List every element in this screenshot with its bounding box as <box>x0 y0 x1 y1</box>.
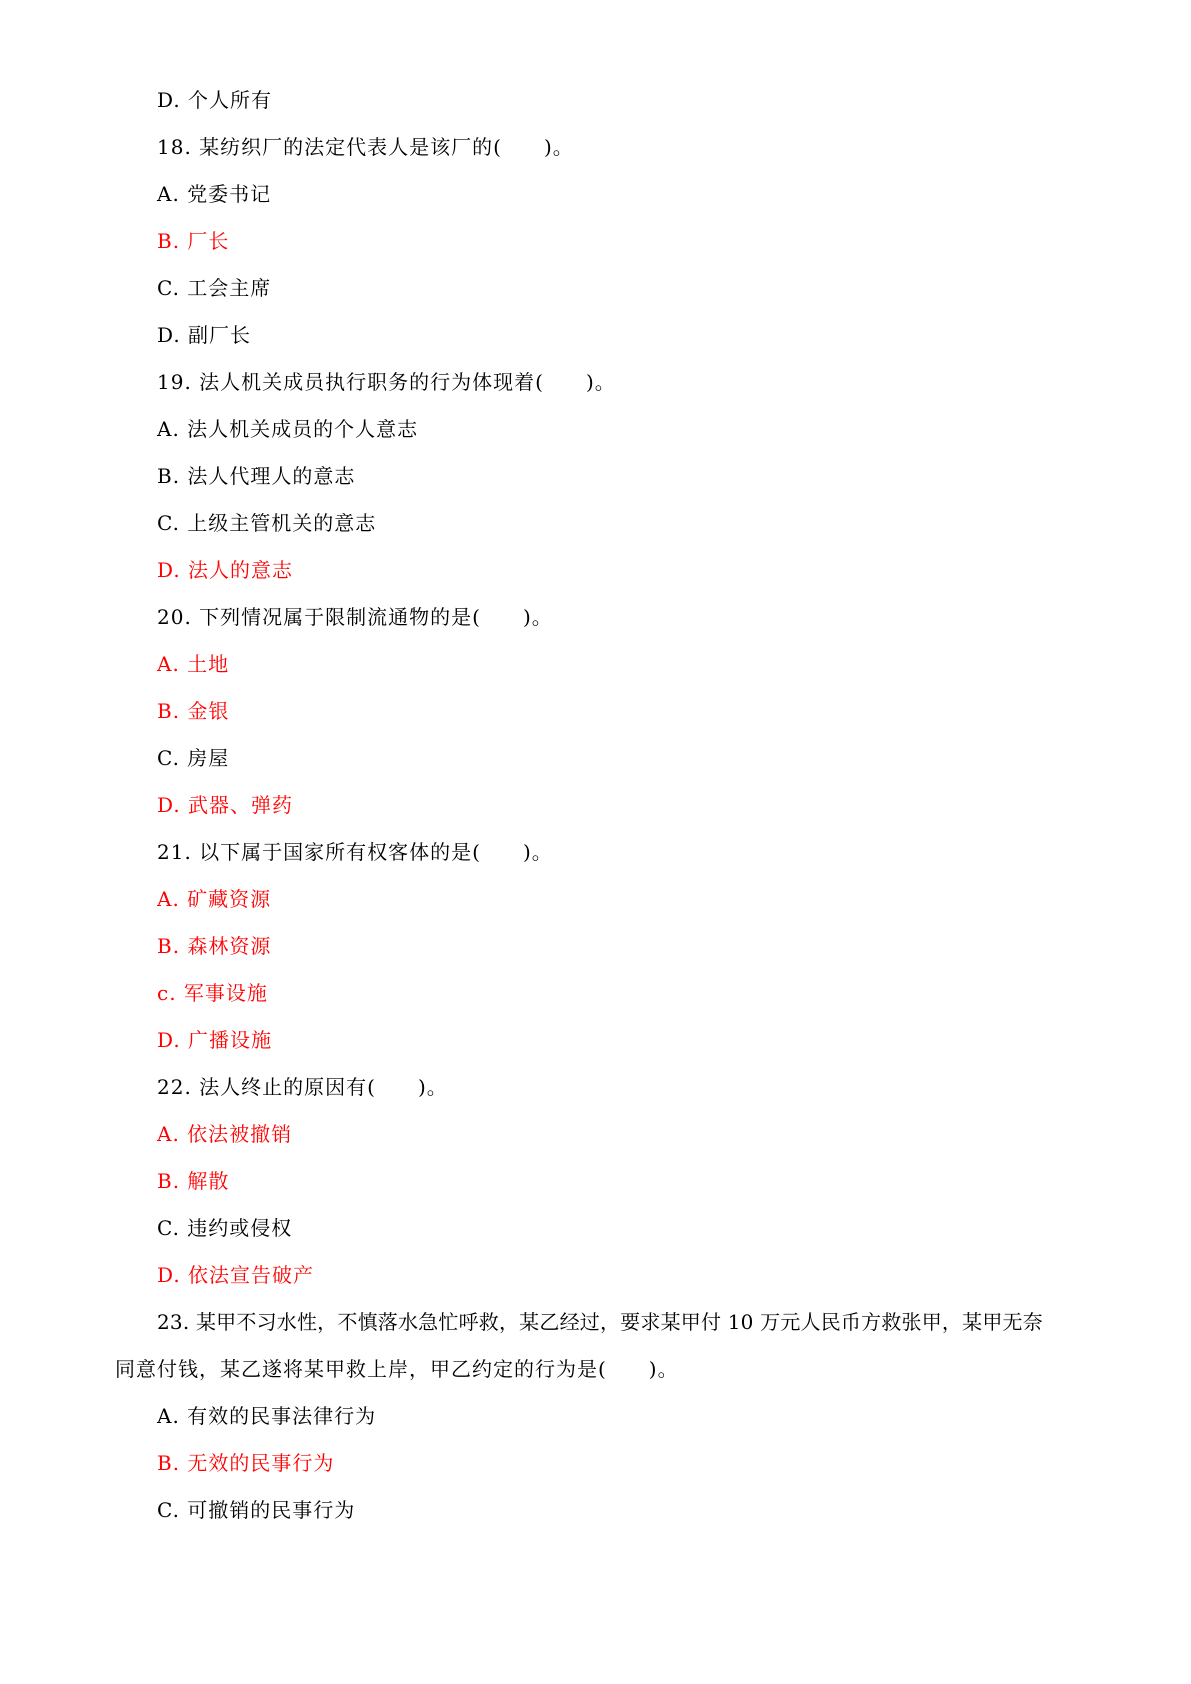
question-23-line-2: 同意付钱，某乙遂将某甲救上岸，甲乙约定的行为是( )。 <box>115 1357 679 1381</box>
option-18-b-answer: B. 厂长 <box>157 229 230 253</box>
option-22-d-answer: D. 依法宣告破产 <box>157 1263 315 1287</box>
option-19-b: B. 法人代理人的意志 <box>157 464 356 488</box>
question-22: 22. 法人终止的原因有( )。 <box>157 1075 448 1099</box>
option-23-b-answer: B. 无效的民事行为 <box>157 1451 335 1475</box>
option-19-d-answer: D. 法人的意志 <box>157 558 294 582</box>
option-22-a-answer: A. 依法被撤销 <box>157 1122 293 1146</box>
option-21-b-answer: B. 森林资源 <box>157 934 272 958</box>
question-18: 18. 某纺织厂的法定代表人是该厂的( )。 <box>157 135 574 159</box>
question-20: 20. 下列情况属于限制流通物的是( )。 <box>157 605 553 629</box>
option-22-b-answer: B. 解散 <box>157 1169 230 1193</box>
option-20-b-answer: B. 金银 <box>157 699 230 723</box>
option-20-c: C. 房屋 <box>157 746 230 770</box>
option-17-d: D. 个人所有 <box>157 88 273 112</box>
option-20-d-answer: D. 武器、弹药 <box>157 793 294 817</box>
option-23-c: C. 可撤销的民事行为 <box>157 1498 356 1522</box>
option-18-d: D. 副厂长 <box>157 323 252 347</box>
question-19: 19. 法人机关成员执行职务的行为体现着( )。 <box>157 370 616 394</box>
question-23-line-1: 23. 某甲不习水性，不慎落水急忙呼救，某乙经过，要求某甲付 10 万元人民币方救张甲，某甲无奈 <box>157 1310 1043 1334</box>
question-21: 21. 以下属于国家所有权客体的是( )。 <box>157 840 553 864</box>
option-19-a: A. 法人机关成员的个人意志 <box>157 417 419 441</box>
option-21-d-answer: D. 广播设施 <box>157 1028 273 1052</box>
option-19-c: C. 上级主管机关的意志 <box>157 511 377 535</box>
option-18-c: C. 工会主席 <box>157 276 272 300</box>
option-20-a-answer: A. 土地 <box>157 652 230 676</box>
option-21-a-answer: A. 矿藏资源 <box>157 887 272 911</box>
option-22-c: C. 违约或侵权 <box>157 1216 293 1240</box>
option-23-a: A. 有效的民事法律行为 <box>157 1404 377 1428</box>
option-21-c-answer: c. 军事设施 <box>157 981 268 1005</box>
option-18-a: A. 党委书记 <box>157 182 272 206</box>
